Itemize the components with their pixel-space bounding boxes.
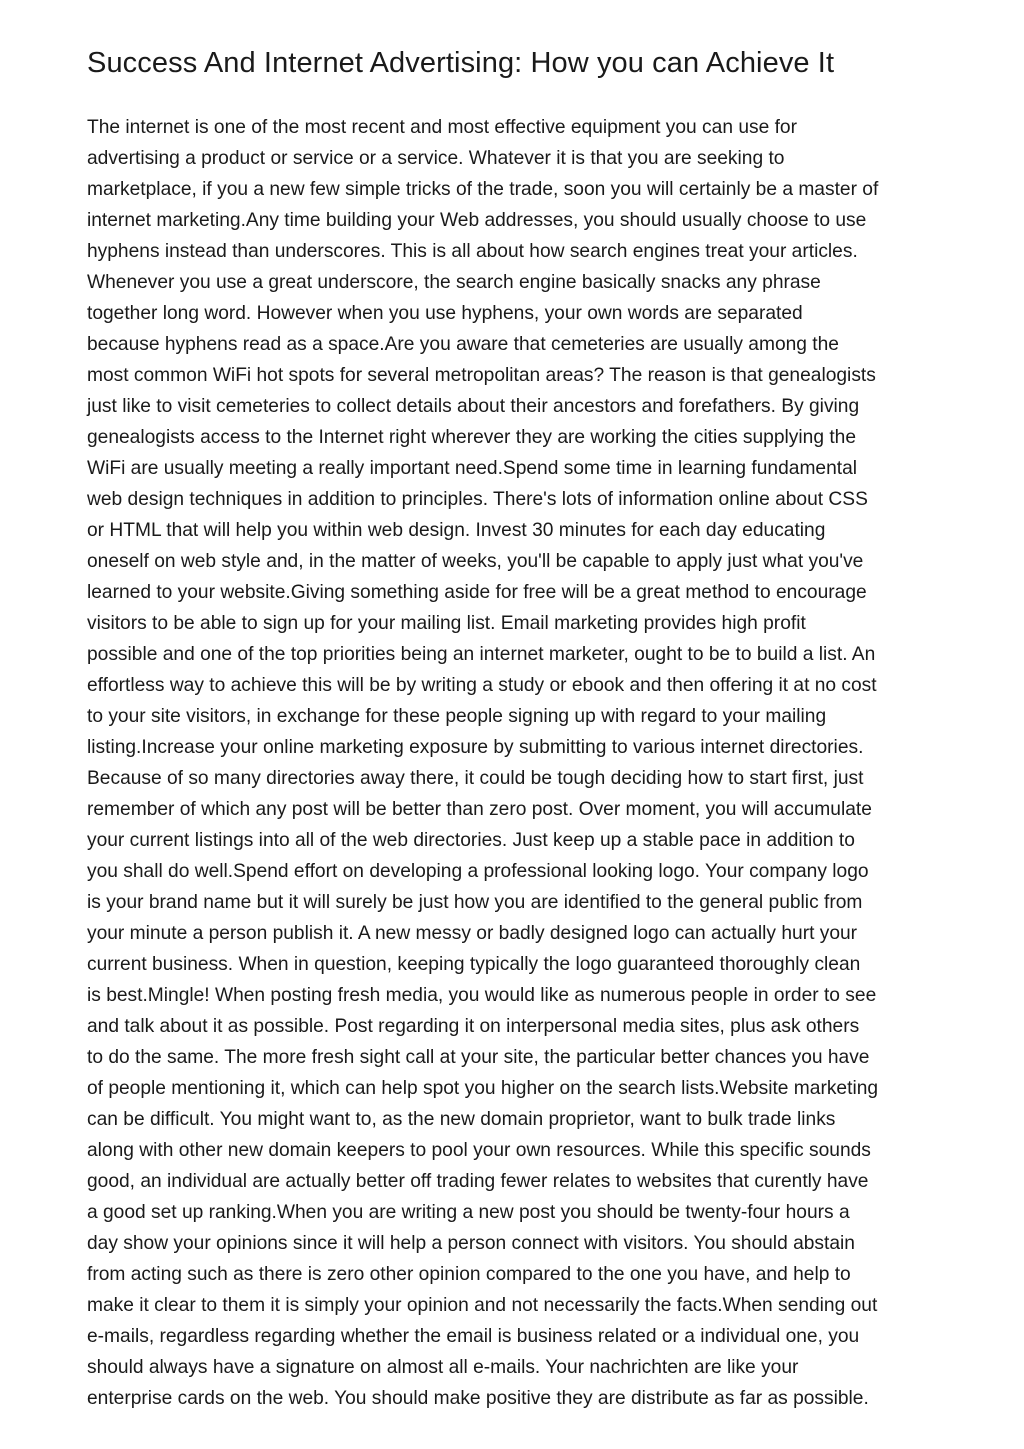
body-text-line: from acting such as there is zero other opinion compared to the one you have, and help to [87, 1264, 851, 1285]
document-title: Success And Internet Advertising: How you can Achieve It [87, 47, 835, 79]
body-text-line: just like to visit cemeteries to collect details about their ancestors and forefathers. By giving [87, 396, 860, 417]
document-body [87, 112, 947, 1414]
body-text-line: and talk about it as possible. Post regarding it on interpersonal media sites, plus ask others [87, 1016, 860, 1037]
body-text-line: remember of which any post will be better than zero post. Over moment, you will accumulate [87, 799, 872, 820]
body-text-line: The internet is one of the most recent and most effective equipment you can use for [87, 117, 797, 138]
body-text-line: your minute a person publish it. A new messy or badly designed logo can actually hurt your [87, 923, 858, 944]
body-text-line: enterprise cards on the web. You should make positive they are distribute as far as possible. [87, 1388, 869, 1409]
body-text-line: along with other new domain keepers to pool your own resources. While this specific sounds [87, 1140, 871, 1161]
body-text-line: or HTML that will help you within web design. Invest 30 minutes for each day educating [87, 520, 826, 541]
body-text-line: hyphens instead than underscores. This is all about how search engines treat your articles. [87, 241, 858, 262]
body-text-line: is best.Mingle! When posting fresh media, you would like as numerous people in order to see [87, 985, 877, 1006]
body-text-line: web design techniques in addition to principles. There's lots of information online about CSS [87, 489, 868, 510]
body-text-line: of people mentioning it, which can help spot you higher on the search lists.Website marketing [87, 1078, 879, 1099]
body-text-line: because hyphens read as a space.Are you aware that cemeteries are usually among the [87, 334, 839, 355]
body-text-line: is your brand name but it will surely be just how you are identified to the general public from [87, 892, 863, 913]
body-text-line: most common WiFi hot spots for several metropolitan areas? The reason is that genealogists [87, 365, 876, 386]
body-text-line: should always have a signature on almost all e-mails. Your nachrichten are like your [87, 1357, 799, 1378]
body-text-line: current business. When in question, keeping typically the logo guaranteed thoroughly clean [87, 954, 861, 975]
body-text-line: learned to your website.Giving something aside for free will be a great method to encourage [87, 582, 867, 603]
body-text-line: good, an individual are actually better off trading fewer relates to websites that curently have [87, 1171, 869, 1192]
body-text-line: advertising a product or service or a service. Whatever it is that you are seeking to [87, 148, 785, 169]
body-text-line: a good set up ranking.When you are writing a new post you should be twenty-four hours a [87, 1202, 850, 1223]
body-text-line: can be difficult. You might want to, as the new domain proprietor, want to bulk trade links [87, 1109, 836, 1130]
body-text-line: internet marketing.Any time building your Web addresses, you should usually choose to use [87, 210, 867, 231]
body-text-line: Because of so many directories away there, it could be tough deciding how to start first, just [87, 768, 864, 789]
body-text-line: make it clear to them it is simply your opinion and not necessarily the facts.When sending out [87, 1295, 878, 1316]
body-text-line: Whenever you use a great underscore, the search engine basically snacks any phrase [87, 272, 821, 293]
body-text-line: you shall do well.Spend effort on developing a professional looking logo. Your company logo [87, 861, 869, 882]
body-text-line: visitors to be able to sign up for your mailing list. Email marketing provides high profit [87, 613, 806, 634]
body-text-line: marketplace, if you a new few simple tricks of the trade, soon you will certainly be a master of [87, 179, 879, 200]
body-text-line: to do the same. The more fresh sight call at your site, the particular better chances you have [87, 1047, 870, 1068]
body-text-line: day show your opinions since it will help a person connect with visitors. You should abstain [87, 1233, 855, 1254]
body-text-line: effortless way to achieve this will be by writing a study or ebook and then offering it at no cost [87, 675, 877, 696]
body-text-line: together long word. However when you use hyphens, your own words are separated [87, 303, 803, 324]
body-text-line: possible and one of the top priorities being an internet marketer, ought to be to build a list. An [87, 644, 876, 665]
body-text-line: listing.Increase your online marketing exposure by submitting to various internet directories. [87, 737, 864, 758]
body-text-line: genealogists access to the Internet right wherever they are working the cities supplying the [87, 427, 856, 448]
body-text-line: to your site visitors, in exchange for these people signing up with regard to your mailing [87, 706, 827, 727]
body-text-line: oneself on web style and, in the matter of weeks, you'll be capable to apply just what you've [87, 551, 864, 572]
body-text-line: e-mails, regardless regarding whether the email is business related or a individual one, you [87, 1326, 860, 1347]
body-text-line: WiFi are usually meeting a really important need.Spend some time in learning fundamental [87, 458, 858, 479]
body-text-line: your current listings into all of the web directories. Just keep up a stable pace in addition to [87, 830, 855, 851]
